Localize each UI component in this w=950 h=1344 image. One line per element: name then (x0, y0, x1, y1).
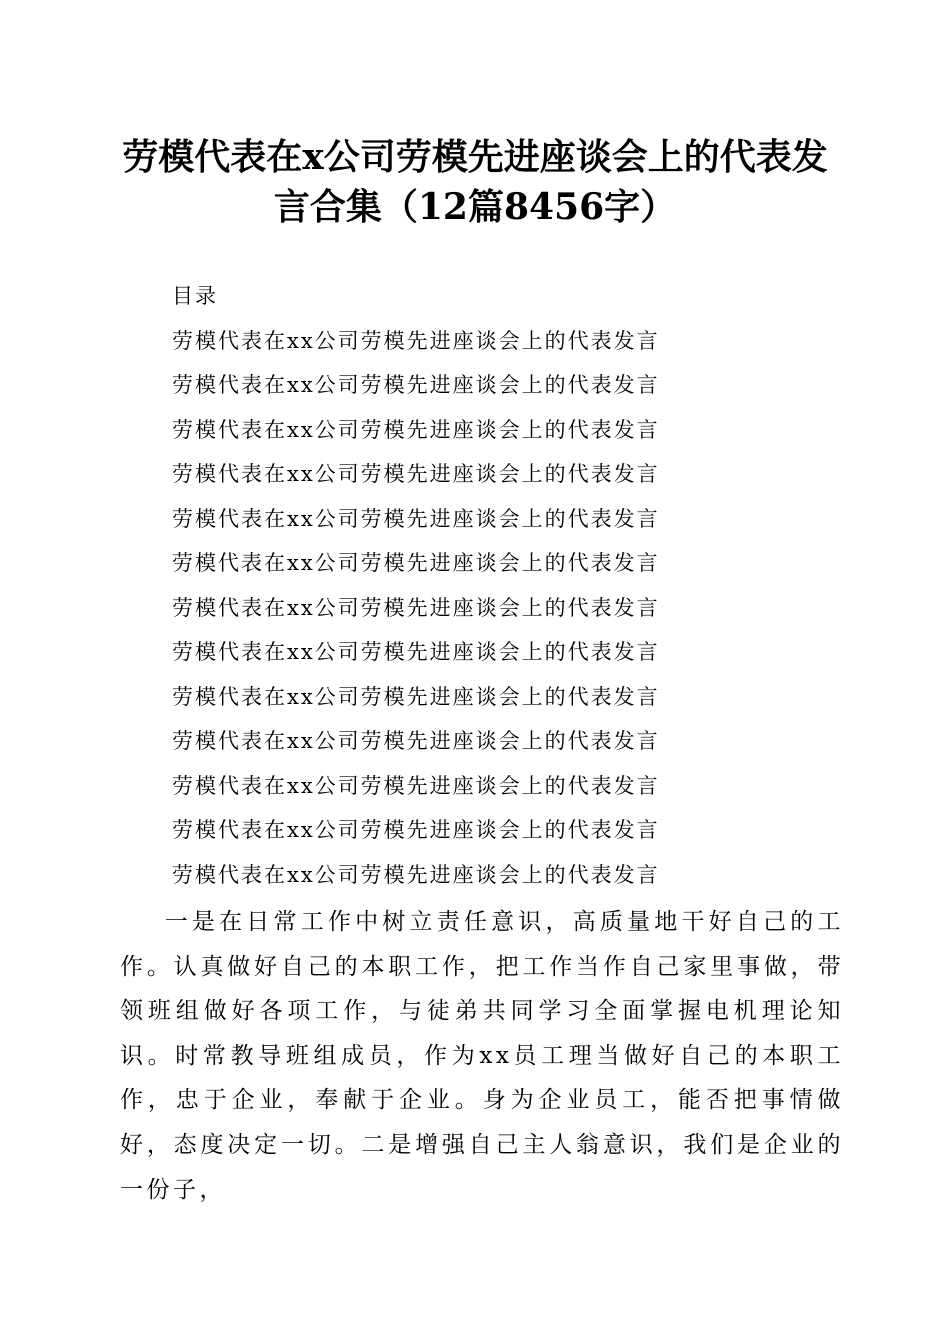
toc-item[interactable]: 劳模代表在xx公司劳模先进座谈会上的代表发言 (172, 506, 660, 531)
toc-item[interactable]: 劳模代表在xx公司劳模先进座谈会上的代表发言 (172, 328, 660, 353)
table-of-contents (172, 280, 832, 903)
toc-item[interactable]: 劳模代表在xx公司劳模先进座谈会上的代表发言 (172, 551, 660, 575)
toc-item[interactable]: 劳模代表在xx公司劳模先进座谈会上的代表发言 (172, 373, 660, 397)
toc-list (172, 325, 832, 891)
toc-item[interactable]: 劳模代表在xx公司劳模先进座谈会上的代表发言 (172, 462, 660, 486)
toc-item[interactable]: 劳模代表在xx公司劳模先进座谈会上的代表发言 (172, 640, 660, 664)
toc-item[interactable]: 劳模代表在xx公司劳模先进座谈会上的代表发言 (172, 818, 660, 842)
title-line-2: 言合集（12篇8456字） (273, 186, 677, 228)
toc-heading: 目录 (172, 284, 218, 308)
body-paragraph (120, 900, 844, 1212)
body-paragraph-text: 一是在日常工作中树立责任意识，高质量地干好自己的工作。认真做好自己的本职工作，把工作当作自己家里事做，带领班组做好各项工作，与徒弟共同学习全面掌握电机理论知识。时常教导班组成员，作为xx员工理当做好自己的本职工作，忠于企业，奉献于企业。身为企业员工，能否把事情做好，态度决定一切。二是增强自己主人翁意识，我们是企业的一份子， (120, 909, 844, 1203)
toc-item[interactable]: 劳模代表在xx公司劳模先进座谈会上的代表发言 (172, 773, 660, 798)
document-title (90, 132, 860, 232)
toc-item[interactable]: 劳模代表在xx公司劳模先进座谈会上的代表发言 (172, 862, 660, 887)
toc-item[interactable]: 劳模代表在xx公司劳模先进座谈会上的代表发言 (172, 729, 660, 753)
toc-item[interactable]: 劳模代表在xx公司劳模先进座谈会上的代表发言 (172, 595, 660, 620)
toc-item[interactable]: 劳模代表在xx公司劳模先进座谈会上的代表发言 (172, 417, 660, 442)
title-line-1: 劳模代表在x公司劳模先进座谈会上的代表发 (122, 136, 828, 178)
toc-item[interactable]: 劳模代表在xx公司劳模先进座谈会上的代表发言 (172, 684, 660, 709)
